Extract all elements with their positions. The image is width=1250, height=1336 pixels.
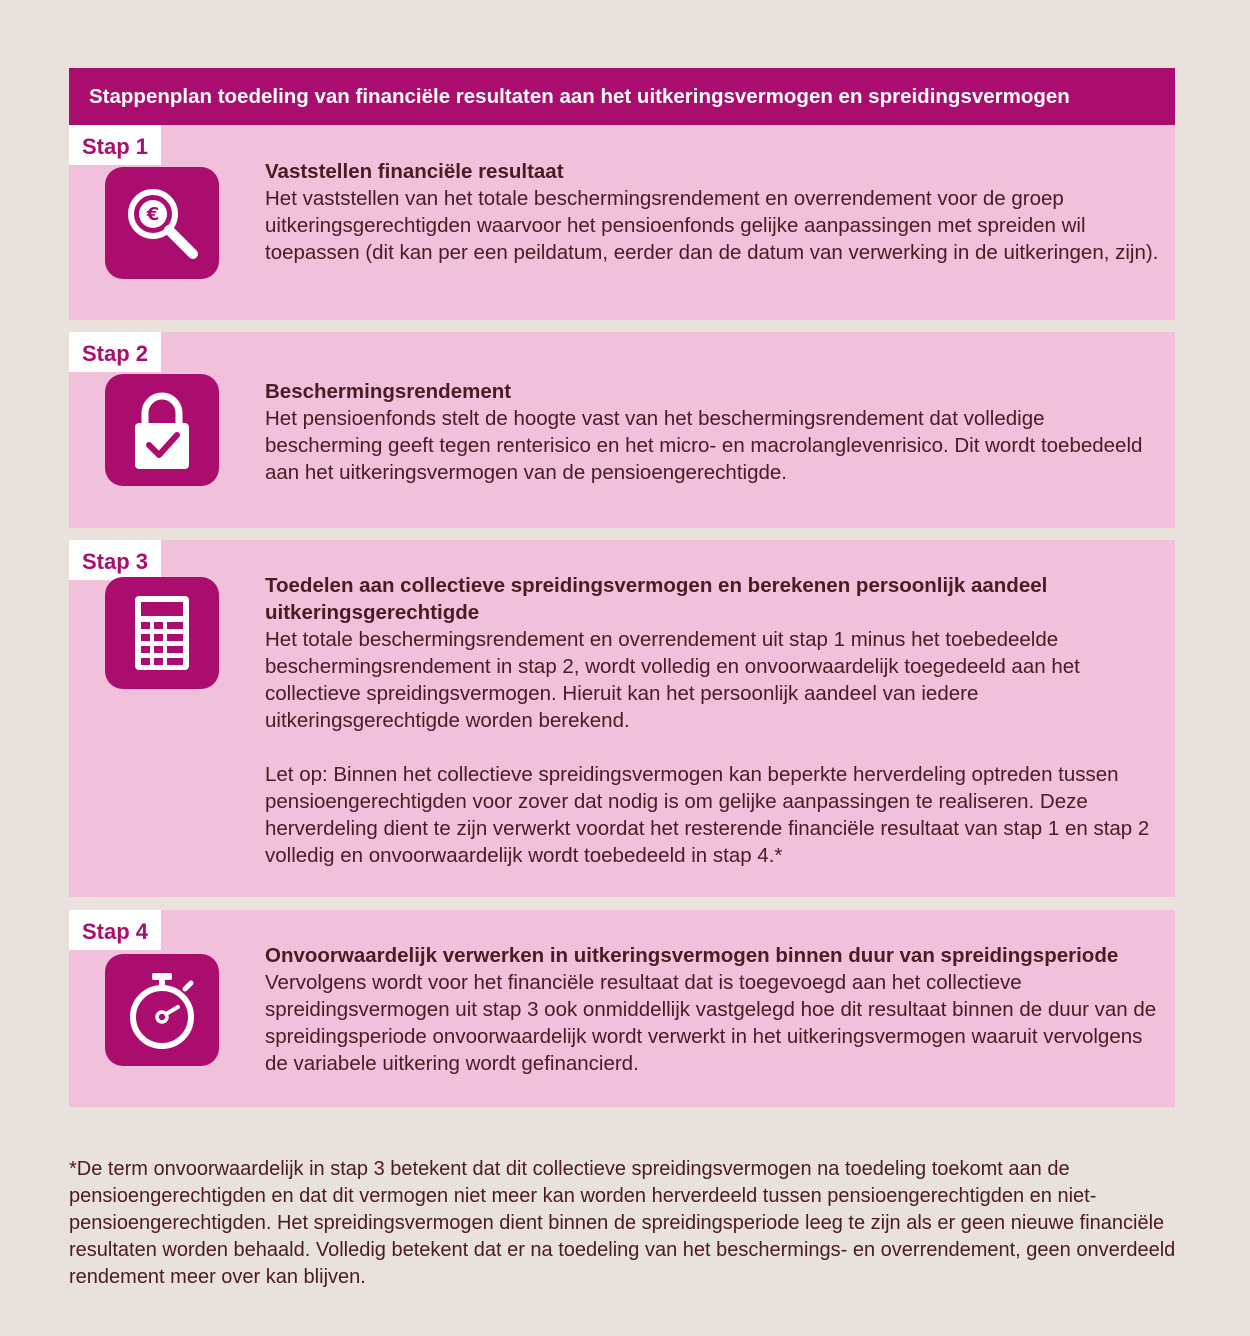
step-label: Stap 4 (69, 910, 161, 950)
page-title: Stappenplan toedeling van financiële resultaten aan het uitkeringsvermogen en spreidingsvermogen (69, 68, 1175, 125)
step-4-panel (69, 910, 1175, 1107)
step-label: Stap 1 (69, 125, 161, 165)
calculator-icon (105, 577, 219, 689)
lock-check-icon (105, 374, 219, 486)
step-2-panel (69, 332, 1175, 528)
step-description: Het vaststellen van het totale beschermingsrendement en overrendement voor de groep uitkeringsgerechtigden waarvoor het pensioenfonds gelijke aanpassingen met spreiden wil toepassen (dit kan per een peildatum, eerder dan de datum van verwerking in de uitkeringen, zijn). (265, 187, 1159, 264)
step-description: Het pensioenfonds stelt de hoogte vast van het beschermingsrendement dat volledige bescherming geeft tegen renterisico en het micro- en macrolanglevenrisico. Dit wordt toebedeeld aan het uitkeringsvermogen van de pensioengerechtigde. (265, 407, 1143, 484)
step-title: Onvoorwaardelijk verwerken in uitkeringsvermogen binnen duur van spreidingsperiode (265, 944, 1119, 967)
euro-magnifier-icon (105, 167, 219, 279)
step-label: Stap 2 (69, 332, 161, 372)
footnote: *De term onvoorwaardelijk in stap 3 betekent dat dit collectieve spreidingsvermogen na toedeling toekomt aan de pensioengerechtigden en dat dit vermogen niet meer kan worden herverdeeld tussen pensioengerechtigden en niet-pensioengerechtigden. Het spreidingsvermogen dient binnen de spreidingsperiode leeg te zijn als er geen nieuwe financiële resultaten worden behaald. Volledig betekent dat er na toedeling van het beschermings- en overrendement, geen onverdeeld rendement meer over kan blijven. (69, 1158, 1176, 1288)
step-title: Beschermingsrendement (265, 380, 512, 403)
step-note: Let op: Binnen het collectieve spreidingsvermogen kan beperkte herverdeling optreden tussen pensioengerechtigden voor zover dat nodig is om gelijke aanpassingen te realiseren. Deze herverdeling dient te zijn verwerkt voordat het resterende financiële resultaat van stap 1 en stap 2 volledig en onvoorwaardelijk wordt toebedeeld in stap 4.* (265, 763, 1150, 867)
step-1-panel (69, 125, 1175, 320)
step-3-panel (69, 540, 1175, 897)
step-label: Stap 3 (69, 540, 161, 580)
step-title: Vaststellen financiële resultaat (265, 160, 564, 183)
stopwatch-icon (105, 954, 219, 1066)
step-description: Vervolgens wordt voor het financiële resultaat dat is toegevoegd aan het collectieve spreidingsvermogen uit stap 3 ook onmiddellijk vastgelegd hoe dit resultaat binnen de duur van de spreidingsperiode onvoorwaardelijk wordt verwerkt in het uitkeringsvermogen waaruit vervolgens de variabele uitkering wordt gefinancierd. (265, 971, 1157, 1075)
step-description: Het totale beschermingsrendement en overrendement uit stap 1 minus het toebedeelde beschermingsrendement in stap 2, wordt volledig en onvoorwaardelijk toegedeeld aan het collectieve spreidingsvermogen. Hieruit kan het persoonlijk aandeel van iedere uitkeringsgerechtigde worden berekend. (265, 628, 1080, 732)
step-title: Toedelen aan collectieve spreidingsvermogen en berekenen persoonlijk aandeel uitkeringsgerechtigde (265, 574, 1048, 624)
svg-text:€: € (146, 204, 160, 225)
